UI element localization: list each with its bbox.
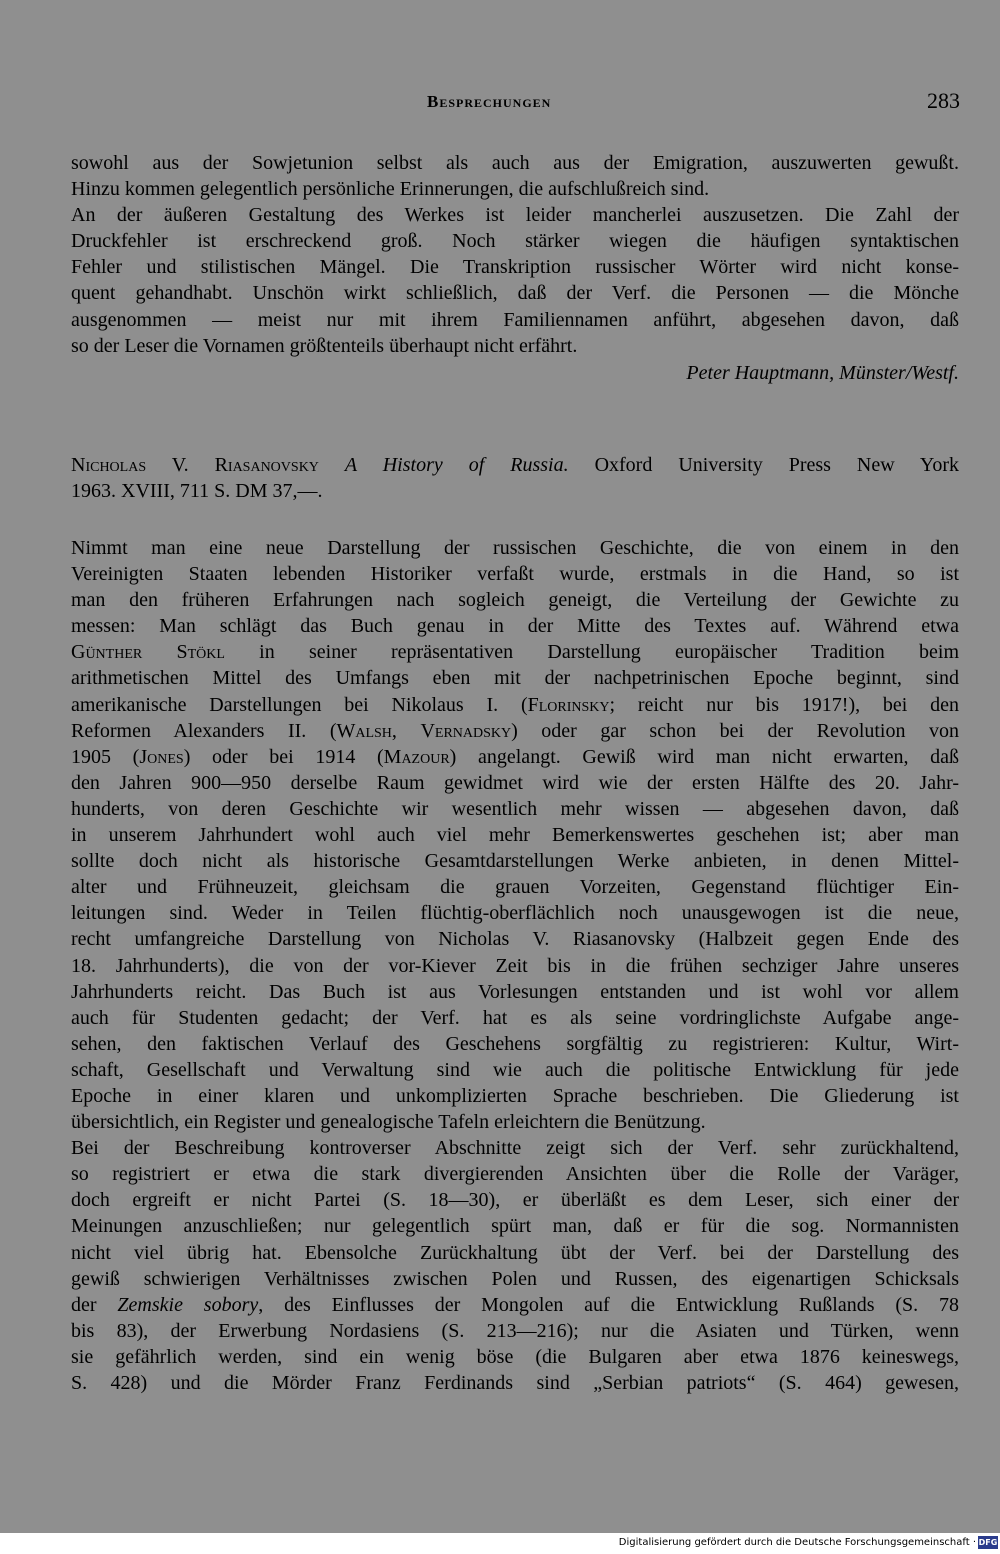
text-line: auch für Studenten gedacht; der Verf. hat es als seine vordringlichste Aufgabe ange- <box>71 1006 959 1029</box>
text-span: ) angelangt. Gewiß wird man nicht erwarten, daß <box>449 745 959 768</box>
text-line: leitungen sind. Weder in Teilen flüchtig-oberflächlich noch unausgewogen ist die neue, <box>71 902 959 925</box>
italic-term: Zemskie sobory <box>117 1293 259 1316</box>
text-line <box>71 744 959 770</box>
text-line: alter und Frühneuzeit, gleichsam die grauen Vorzeiten, Gegenstand flüchtiger Ein- <box>71 876 959 899</box>
text-line: Hinzu kommen gelegentlich persönliche Erinnerungen, die aufschlußreich sind. <box>71 178 710 201</box>
text-line: sowohl aus der Sowjetunion selbst als auch aus der Emigration, auszuwerten gewußt. <box>71 152 959 174</box>
cited-author: Florinsky <box>527 693 610 716</box>
text-line: arithmetischen Mittel des Umfangs eben mit der nachpetrinischen Epoche beginnt, sind <box>71 667 959 690</box>
text-line: gewiß schwierigen Verhältnisses zwischen Polen und Russen, des eigenartigen Schicksals <box>71 1267 959 1290</box>
cited-author: Walsh <box>336 719 392 742</box>
text-line: übersichtlich, ein Register und genealogische Tafeln erleichtern die Benützung. <box>71 1111 706 1134</box>
review-1-signature: Peter Hauptmann, Münster/Westf. <box>686 361 959 384</box>
footer-credit: Digitalisierung gefördert durch die Deutsche Forschungsgemeinschaft · <box>618 1537 976 1548</box>
text-line: sehen, den faktischen Verlauf des Geschehens sorgfältig zu registrieren: Kultur, Wirt- <box>71 1032 959 1055</box>
text-span: amerikanische Darstellungen bei Nikolaus I. ( <box>71 693 528 716</box>
text-line: Fehler und stilistischen Mängel. Die Transkription russischer Wörter wird nicht konse- <box>71 256 959 279</box>
running-head: Besprechungen <box>427 92 552 111</box>
page-number: 283 <box>927 88 960 113</box>
text-span: Reformen Alexanders II. ( <box>71 719 337 742</box>
text-line: An der äußeren Gestaltung des Werkes ist leider mancherlei auszusetzen. Die Zahl der <box>71 204 959 227</box>
text-span: , des Einflusses der Mongolen auf die Entwicklung Rußlands (S. 78 <box>258 1293 959 1316</box>
text-line: sollte doch nicht als historische Gesamtdarstellungen Werke anbieten, in denen Mittel- <box>71 850 959 873</box>
text-line: S. 428) und die Mörder Franz Ferdinands sind „Serbian patriots“ (S. 464) gewesen, <box>71 1372 959 1394</box>
text-line: Meinungen anzuschließen; nur gelegentlich spürt man, daß er für die sog. Normannisten <box>71 1215 959 1238</box>
text-line <box>71 639 959 665</box>
text-line: Vereinigten Staaten lebenden Historiker verfaßt wurde, erstmals in die Hand, so ist <box>71 563 959 586</box>
review-2-heading <box>71 452 959 504</box>
text-line: Nimmt man eine neue Darstellung der russischen Geschichte, die von einem in den <box>71 537 959 559</box>
text-line: nicht viel übrig hat. Ebensolche Zurückhaltung übt der Verf. bei der Darstellung des <box>71 1241 959 1264</box>
text-line: den Jahren 900—950 derselbe Raum gewidmet wird wie der ersten Hälfte des 20. Jahr- <box>71 771 959 794</box>
book-title: A History of Russia. <box>344 454 569 476</box>
text-line: sie gefährlich werden, sind ein wenig böse (die Bulgaren aber etwa 1876 keineswegs, <box>71 1345 959 1368</box>
text-line: recht umfangreiche Darstellung von Nicholas V. Riasanovsky (Halbzeit gegen Ende des <box>71 928 959 951</box>
text-line: hunderts, von deren Geschichte wir wesentlich mehr wissen — abgesehen davon, daß <box>71 797 959 820</box>
cited-author: Mazour <box>383 745 450 768</box>
text-line: doch ergreift er nicht Partei (S. 18—30), er überläßt es dem Leser, sich einer der <box>71 1189 959 1212</box>
book-publication-details: 1963. XVIII, 711 S. DM 37,—. <box>71 480 323 503</box>
text-line: ausgenommen — meist nur mit ihrem Familiennamen anführt, abgesehen davon, daß <box>71 308 959 331</box>
text-line: Epoche in einer klaren und unkomplizierten Sprache beschrieben. Die Gliederung ist <box>71 1084 959 1107</box>
text-line: so der Leser die Vornamen größtenteils überhaupt nicht erfährt. <box>71 334 578 357</box>
text-span: , <box>391 719 421 742</box>
text-line: bis 83), der Erwerbung Nordasiens (S. 213—216); nur die Asiaten und Türken, wenn <box>71 1319 959 1342</box>
review-1-body <box>71 150 959 386</box>
digitization-footer <box>0 1533 1000 1554</box>
text-line: schaft, Gesellschaft und Verwaltung sind wie auch die politische Entwicklung für jede <box>71 1058 959 1081</box>
text-span: in seiner repräsentativen Darstellung europäischer Tradition beim <box>224 641 959 664</box>
dfg-logo: DFG <box>978 1538 998 1547</box>
text-line <box>71 1292 959 1318</box>
text-line: quent gehandhabt. Unschön wirkt schließlich, daß der Verf. die Personen — die Mönche <box>71 282 959 305</box>
text-line: so registriert er etwa die stark divergierenden Ansichten über die Rolle der Varäger, <box>71 1163 959 1186</box>
text-line: man den früheren Erfahrungen nach sogleich geneigt, die Verteilung der Gewichte zu <box>71 589 959 612</box>
page-header <box>0 88 1000 114</box>
text-line: in unserem Jahrhundert wohl auch viel mehr Bemerkenswertes geschehen ist; aber man <box>71 824 959 847</box>
text-span: 1905 ( <box>71 745 140 768</box>
book-publisher: Oxford University Press New York <box>594 454 960 476</box>
text-line: Druckfehler ist erschreckend groß. Noch stärker wiegen die häufigen syntaktischen <box>71 230 959 253</box>
text-line: Bei der Beschreibung kontroverser Abschnitte zeigt sich der Verf. sehr zurückhaltend, <box>71 1137 959 1160</box>
cited-author: Jones <box>139 745 184 768</box>
text-span: der <box>71 1293 118 1316</box>
review-2-body <box>71 535 959 1396</box>
text-span: ; reicht nur bis 1917!), bei den <box>609 693 960 716</box>
text-line: 18. Jahrhunderts), die von der vor-Kiever Zeit bis in die frühen sechziger Jahre unseres <box>71 954 959 977</box>
cited-author: Günther Stökl <box>71 641 225 664</box>
text-span: ) oder bei 1914 ( <box>183 745 384 768</box>
text-line: messen: Man schlägt das Buch genau in der Mitte des Textes auf. Während etwa <box>71 615 959 638</box>
text-line <box>71 718 959 744</box>
cited-author: Vernadsky <box>420 719 512 742</box>
text-span: ) oder gar schon bei der Revolution von <box>511 719 960 742</box>
book-author: Nicholas V. Riasanovsky <box>71 454 319 476</box>
text-line: Jahrhunderts reicht. Das Buch ist aus Vorlesungen entstanden und ist wohl vor allem <box>71 980 959 1003</box>
text-line <box>71 692 959 718</box>
